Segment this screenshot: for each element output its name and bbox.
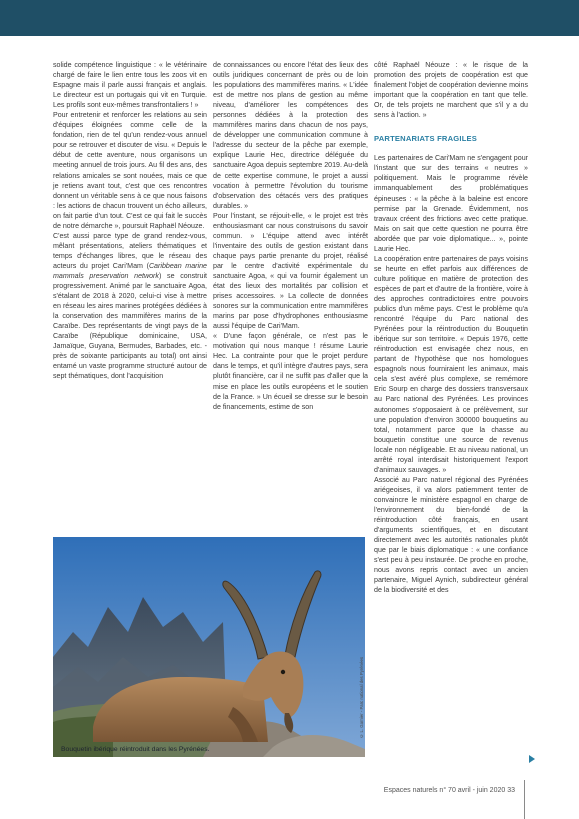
paragraph: « D'une façon générale, ce n'est pas le motivation qui nous manque ! résume Laurie Hec. La contrainte pour que le projet perdure dans le temps, et qu'il intègre d'autres pays, sera plutôt financière, car il ne suffit pas d'aller que la mise en place les outils européens et le soutien de la France. » Un écueil se dresse sur le besoin de financements, estime de son [213,332,368,411]
paragraph: Les partenaires de Cari'Mam ne s'engagent pour l'instant que sur des terrains « neutres » politiquement. Mais le programme révèle immanquablement des problématiques épineuses : « la pêche à la baleine est encore permise par la Grenade. Évidemment, nos travaux créent des frictions avec cette pratique. Mais on sait que cette question ne pourra être abordée que par voie diplomatique... », pointe Laurie Hec. [374,154,528,253]
page-footer: Espaces naturels n° 70 avril - juin 2020 33 [383,787,515,794]
paragraph-text: ) se construit progressivement. Animé par le sanctuaire Agoa, s'étalant de 2018 à 2020, celui-ci vise à mettre en réseau les aires marines protégées dédiées à la conservation des mammifères marins de la Caraïbe. Des représentants de vingt pays de la Caraïbe (République dominicaine, USA, Jamaïque, Guyana, Bermudes, Barbades, etc. - près de soixante participants au total) ont ainsi entamé un vaste programme structuré autour de sept thématiques, dont l'acquisition [53,271,208,381]
paragraph: Pour l'instant, se réjouit-elle, « le projet est très enthousiasmant car nous construisons du savoir commun. » L'équipe attend avec intérêt l'inventaire des outils de gestion existant dans chaque pays partie prenante du projet, réalisé par le centre d'activité expérimentale du sanctuaire Agoa, « qui va fournir également un état des lieux des mortalités par collision et prises accessoires. » La collecte de données sonores sur la communication entre mammifères marins par pose d'hydrophones enthousiasme aussi l'équipe de Cari'Mam. [213,211,368,331]
paragraph-text: C'est aussi parce type de grand rendez-vous, mêlant présentations, ateliers thématiques et temps d'échanges libres, que le réseau des acteurs du projet Cari'Mam ( [53,231,207,270]
top-banner [0,0,579,36]
paragraph: solide compétence linguistique : « le vétérinaire chargé de faire le lien entre tous les zoos vit en Espagne mais il parle aussi français et anglais. Le directeur est un portugais qui vit en Turquie. Les profils sont eux-mêmes transfrontaliers ! » [53,61,207,110]
ibex-illustration [53,537,365,757]
project-name-italic: Caribbean marine mammals preservation network [53,261,207,280]
photo-credit: © L. Garnier - Parc national des Pyrénées [359,657,364,739]
ibex-photo [53,537,365,757]
footer-divider [524,780,525,819]
article-column-3 [374,60,528,595]
paragraph: Associé au Parc naturel régional des Pyrénées ariégeoises, il va alors patiemment tenter de convaincre le ministère espagnol en charge de l'environnement du bien-fondé de la réintroduction côté français, en usant d'arguments scientifiques, et en discutant directement avec les autorités nationales plutôt que par le biais diplomatique : « une confiance s'est peu à peu instaurée. De proche en proche, nous avons repris contact avec un ancien partenaire, Miguel Aynich, subdirecteur général de la biodiversité et des [374,475,528,595]
paragraph [53,231,207,382]
article-column-2 [213,60,368,412]
section-heading: PARTENARIATS FRAGILES [374,134,478,144]
paragraph: Pour entretenir et renforcer les relations au sein d'équipes éloignées comme celle de la fondation, rien de tel qu'un rendez-vous annuel pour se retrouver et discuter de visu. « Depuis le début de cette aventure, nous organisons un meeting annuel de trois jours. Au fil des ans, des relations amicales se sont nouées, mais ce que je retiens avant tout, c'est que ces rencontres donnent un véritable sens à ce que nous faisons : les actions de chacun trouvent un écho ailleurs, on fait partie d'un tout. C'est ce qui fait le succès de notre démarche », poursuit Raphaël Néouze. [53,111,207,230]
continue-arrow-icon [529,755,535,763]
paragraph: de connaissances ou encore l'état des lieux des outils juridiques concernant de près ou de loin les populations des mammifères marins. « L'idée est de mettre nos plans de gestion au même niveau, d'améliorer les compétences des personnes dédiées à la protection des mammifères marins dans chacun de nos pays, de développer une communication commune à l'adresse du secteur de la pêche par exemple, explique Laurie Hec, directrice déléguée du sanctuaire Agoa depuis septembre 2019. Au-delà de cette expertise commune, le projet a aussi vocation à permettre l'évolution du tourisme d'observation des cétacés vers des pratiques durables. » [213,61,368,210]
paragraph: La coopération entre partenaires de pays voisins se heurte en effet parfois aux différences de culture politique en matière de protection des espèces de part et d'autre de la frontière, voire à des approches contradictoires entre pouvoirs publics d'un même pays. C'est le problème qu'a rencontré l'équipe du Parc national des Pyrénées pour la réintroduction du Bouquetin ibérique sur son territoire. « Depuis 1976, cette réintroduction est envisagée chez nous, en partant de l'hypothèse que nos homologues espagnols nous fourniraient les animaux, mais cela s'est avéré plus complexe, se remémore Eric Sourp en charge des dossiers transversaux au Parc national des Pyrénées. Les provinces autonomes s'opposaient à ce prélèvement, sur une population d'environ 300000 bouquetins au total, notamment parce que la chasse au bouquetin constitue une source de revenus locale non négligeable. Et au niveau national, un arrêté royal interdisait historiquement l'export d'animaux sauvages. » [374,254,528,474]
article-column-1 [53,60,207,382]
photo-caption: Bouquetin ibérique réintroduit dans les Pyrénées. [61,746,210,753]
paragraph: côté Raphaël Néouze : « le risque de la promotion des projets de coopération est que finalement l'objet de coopération devienne moins important que la coopération en tant que telle. Or, de tels projets ne marchent que s'il y a du sens à l'action. » [374,61,528,120]
